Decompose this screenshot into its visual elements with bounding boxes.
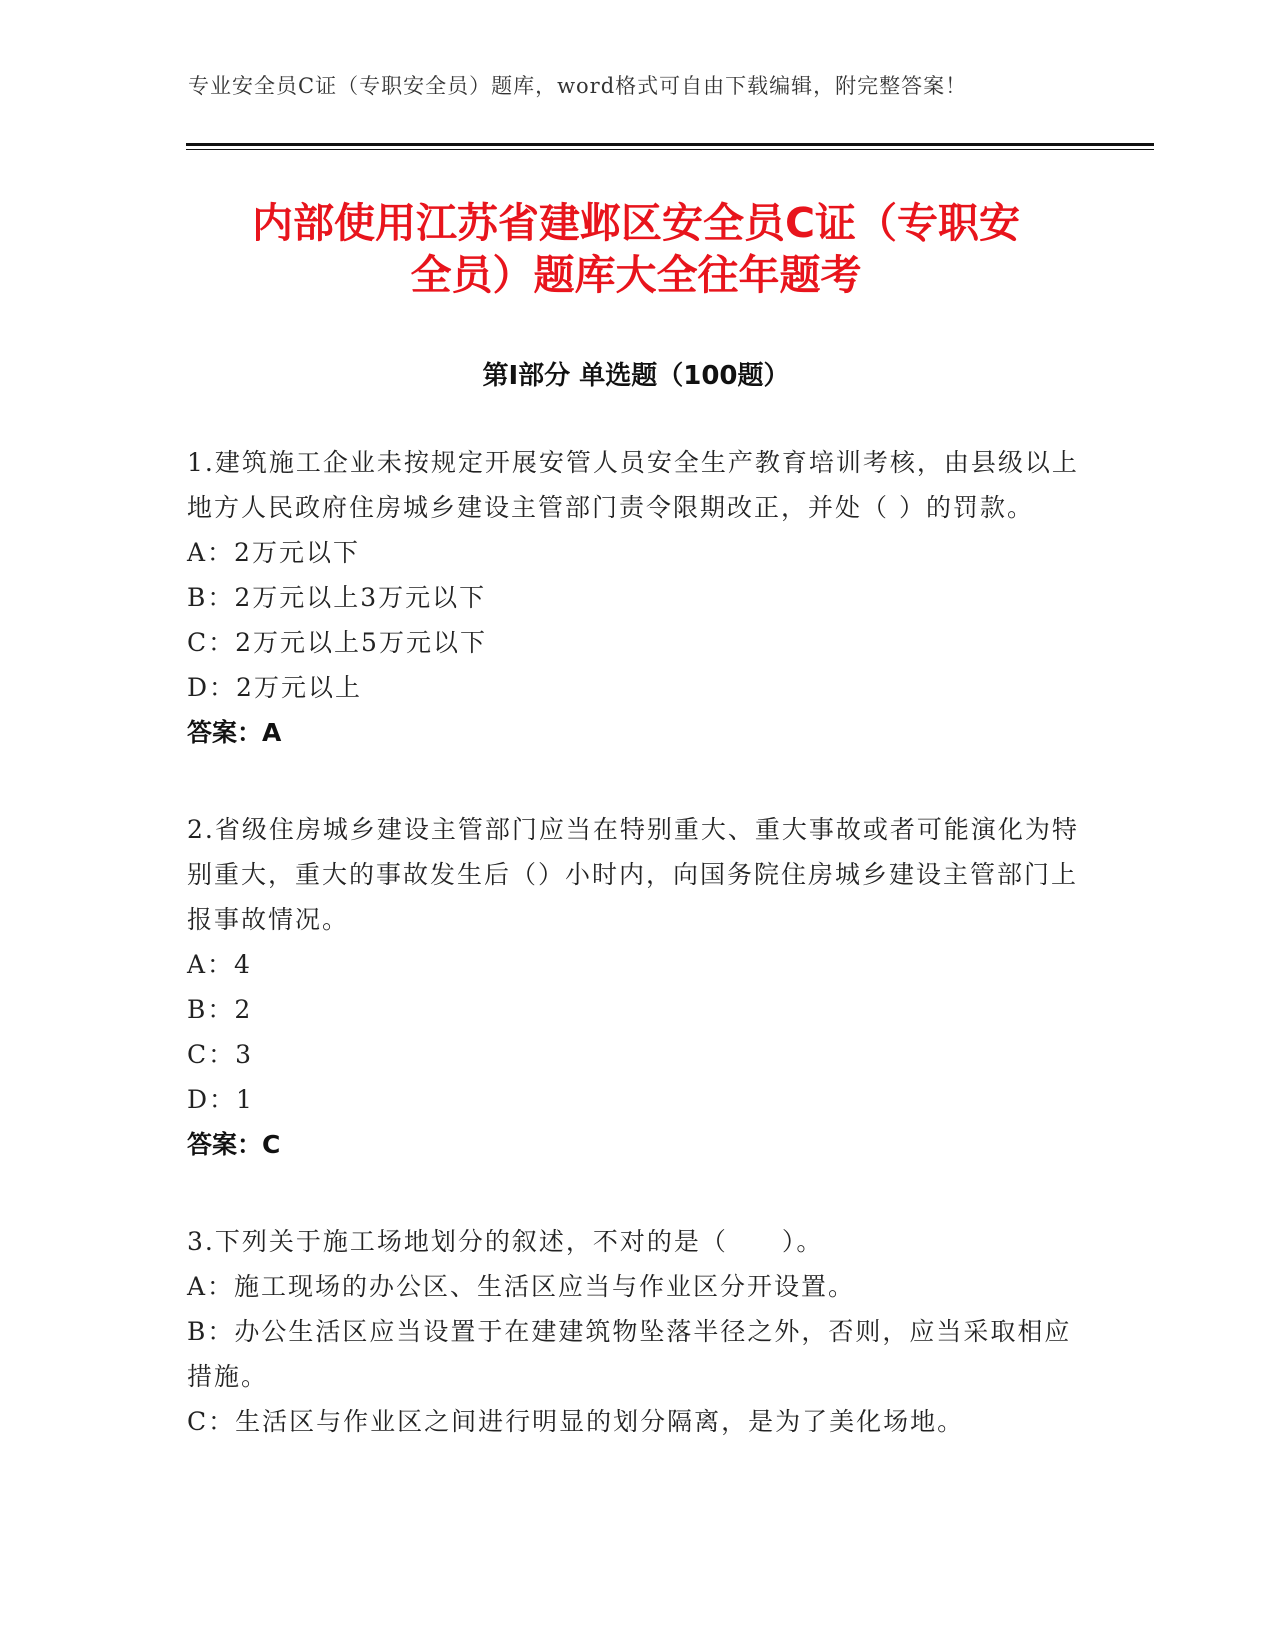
question-1 bbox=[187, 440, 1087, 755]
document-title-line1: 内部使用江苏省建邺区安全员C证（专职安 bbox=[251, 199, 1021, 247]
header-rule-thick bbox=[186, 143, 1154, 146]
document-title bbox=[186, 197, 1086, 301]
question-3 bbox=[187, 1219, 1087, 1444]
question-stem: 2.省级住房城乡建设主管部门应当在特别重大、重大事故或者可能演化为特别重大，重大的事故发生后（）小时内，向国务院住房城乡建设主管部门上报事故情况。 bbox=[187, 815, 1079, 934]
option-b: B：2万元以上3万元以下 bbox=[187, 583, 487, 612]
option-c: C：3 bbox=[187, 1040, 254, 1069]
option-d: D：2万元以上 bbox=[187, 673, 362, 702]
option-a: A：4 bbox=[187, 950, 252, 979]
document-title-line2: 全员）题库大全往年题考 bbox=[410, 251, 862, 299]
option-c: C：生活区与作业区之间进行明显的划分隔离，是为了美化场地。 bbox=[187, 1407, 965, 1436]
section-heading: 第Ⅰ部分 单选题（100题） bbox=[482, 361, 790, 391]
answer-line: 答案：C bbox=[187, 1130, 281, 1159]
option-b: B：办公生活区应当设置于在建建筑物坠落半径之外，否则，应当采取相应措施。 bbox=[187, 1317, 1072, 1391]
question-stem: 3.下列关于施工场地划分的叙述，不对的是（ ）。 bbox=[187, 1227, 824, 1256]
option-c: C：2万元以上5万元以下 bbox=[187, 628, 487, 657]
question-list bbox=[187, 440, 1087, 1496]
header-rule-thin bbox=[186, 149, 1154, 150]
question-stem: 1.建筑施工企业未按规定开展安管人员安全生产教育培训考核，由县级以上地方人民政府住房城乡建设主管部门责令限期改正，并处（ ）的罚款。 bbox=[187, 448, 1079, 522]
option-a: A：2万元以下 bbox=[187, 538, 360, 567]
header-note: 专业安全员C证（专职安全员）题库，word格式可自由下载编辑，附完整答案！ bbox=[188, 74, 968, 98]
option-a: A：施工现场的办公区、生活区应当与作业区分开设置。 bbox=[187, 1272, 856, 1301]
question-2 bbox=[187, 807, 1087, 1167]
answer-line: 答案：A bbox=[187, 718, 282, 747]
option-b: B：2 bbox=[187, 995, 253, 1024]
option-d: D：1 bbox=[187, 1085, 254, 1114]
